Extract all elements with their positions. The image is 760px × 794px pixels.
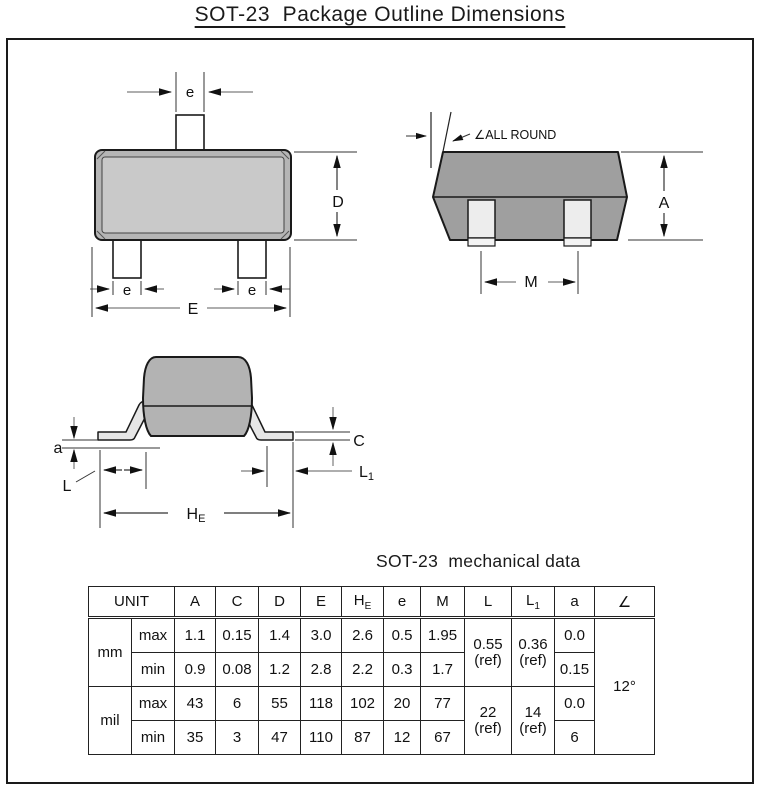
table-cell: 35: [175, 721, 216, 755]
table-cell: 6: [555, 721, 595, 755]
table-cell: 1.1: [175, 618, 216, 653]
col-header-e: e: [384, 587, 421, 618]
limit-label: max: [132, 687, 175, 721]
table-cell: 0.15: [555, 653, 595, 687]
table-cell: 12: [384, 721, 421, 755]
col-header-unit: UNIT: [89, 587, 175, 618]
dim-label-e-top: e: [185, 84, 195, 101]
dim-label-E: E: [187, 301, 199, 318]
callout-arrow: [453, 134, 470, 141]
pin-front-right: [564, 200, 591, 238]
col-header-HE: $H_E$: [342, 587, 384, 618]
perspective-view: [406, 112, 703, 294]
dim-label-a-lower: a: [53, 440, 63, 457]
unit-label-mm: mm: [89, 618, 132, 687]
pin-front-right-tab: [564, 238, 591, 246]
bottom-pin-left: [113, 240, 141, 278]
col-header-M: M: [421, 587, 465, 618]
table-cell: 3.0: [301, 618, 342, 653]
side-view: [54, 357, 374, 528]
table-cell: 0.0: [555, 687, 595, 721]
limit-label: min: [132, 653, 175, 687]
package-body-perspective: [433, 152, 627, 240]
table-cell: 0.15: [216, 618, 259, 653]
table-cell: 118: [301, 687, 342, 721]
dim-label-l: L: [62, 478, 72, 495]
unit-label-mil: mil: [89, 687, 132, 755]
mechanical-data-table-wrap: [88, 586, 655, 755]
col-header-A: A: [175, 587, 216, 618]
table-cell: 1.7: [421, 653, 465, 687]
table-cell-l1-ref: 0.36 (ref): [512, 618, 555, 687]
dim-label-d: D: [332, 194, 344, 211]
bottom-pin-right: [238, 240, 266, 278]
leader-line: [76, 471, 95, 482]
table-row-mm-max: [89, 618, 655, 653]
table-cell: 1.95: [421, 618, 465, 653]
table-cell-l-ref: 22 (ref): [465, 687, 512, 755]
col-header-E: E: [301, 587, 342, 618]
table-title: SOT-23 mechanical data: [376, 551, 581, 571]
table-cell: 1.2: [259, 653, 301, 687]
table-cell: 102: [342, 687, 384, 721]
table-cell: 2.2: [342, 653, 384, 687]
table-cell: 110: [301, 721, 342, 755]
col-header-a: a: [555, 587, 595, 618]
table-cell: 67: [421, 721, 465, 755]
header-row: [89, 587, 655, 618]
col-header-L1: $L_1$: [512, 587, 555, 618]
top-pin: [176, 115, 204, 151]
col-header-angle: ∠: [595, 587, 655, 618]
all-round-label: ∠ALL ROUND: [474, 128, 557, 142]
table-cell-l-ref: 0.55 (ref): [465, 618, 512, 687]
table-cell: 3: [216, 721, 259, 755]
table-cell: 2.6: [342, 618, 384, 653]
col-header-L: L: [465, 587, 512, 618]
dim-label-e-right: e: [247, 282, 257, 299]
table-row-mm-min: [89, 653, 655, 687]
table-cell: 77: [421, 687, 465, 721]
table-cell: 87: [342, 721, 384, 755]
table-cell: 0.5: [384, 618, 421, 653]
page-title: SOT-23 Package Outline Dimensions: [194, 3, 566, 26]
table-cell: 6: [216, 687, 259, 721]
table-row-mil-max: [89, 687, 655, 721]
table-row-mil-min: [89, 721, 655, 755]
dim-label-a-upper: A: [658, 195, 670, 212]
table-cell: 20: [384, 687, 421, 721]
table-cell: 0.08: [216, 653, 259, 687]
dim-label-l1: L1: [359, 464, 375, 483]
table-cell-l1-ref: 14 (ref): [512, 687, 555, 755]
front-view: [90, 72, 357, 318]
table-cell: 1.4: [259, 618, 301, 653]
dim-label-he: HE: [186, 506, 206, 525]
table-cell: 55: [259, 687, 301, 721]
col-header-C: C: [216, 587, 259, 618]
mechanical-data-table: [88, 586, 655, 755]
pin-front-left-tab: [468, 238, 495, 246]
pin-front-left: [468, 200, 495, 238]
table-cell: 0.3: [384, 653, 421, 687]
table-cell-angle: 12°: [595, 618, 655, 755]
table-cell: 0.0: [555, 618, 595, 653]
limit-label: max: [132, 618, 175, 653]
package-body-front-face: [102, 157, 284, 233]
table-cell: 0.9: [175, 653, 216, 687]
table-cell: 47: [259, 721, 301, 755]
dim-label-e-left: e: [122, 282, 132, 299]
package-body-side: [143, 357, 252, 436]
dim-label-c: C: [353, 433, 365, 450]
table-cell: 2.8: [301, 653, 342, 687]
col-header-D: D: [259, 587, 301, 618]
table-cell: 43: [175, 687, 216, 721]
limit-label: min: [132, 721, 175, 755]
dim-label-m: M: [524, 274, 538, 291]
